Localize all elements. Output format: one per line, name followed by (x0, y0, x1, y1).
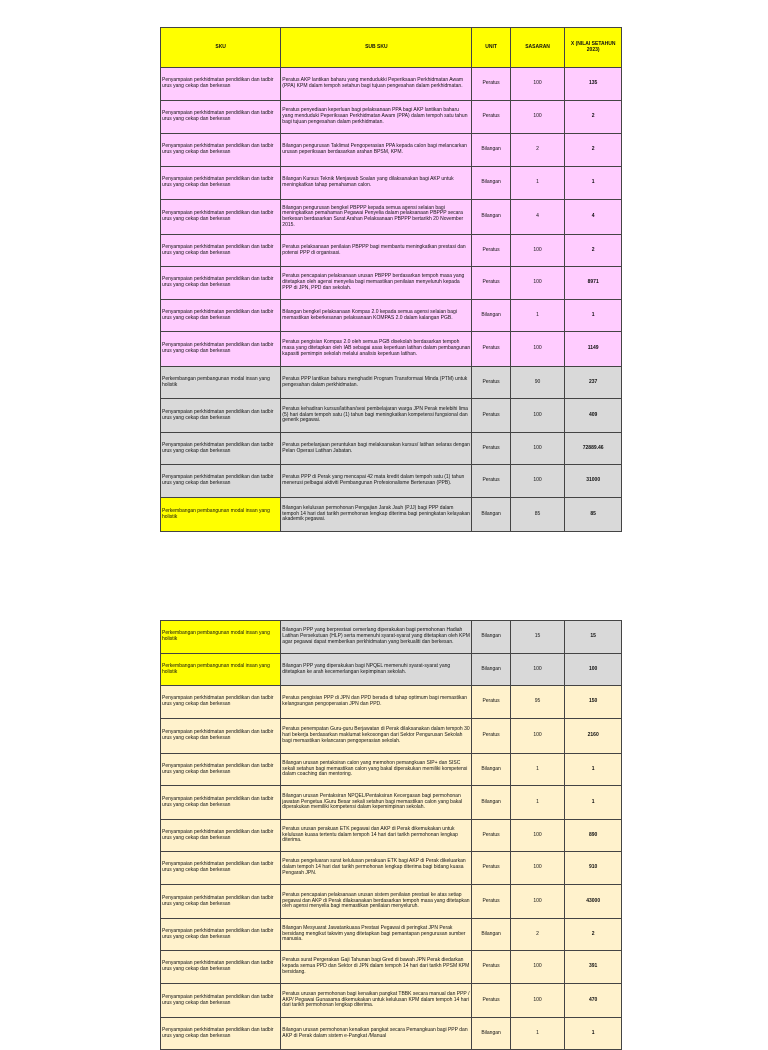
cell-unit: Bilangan (472, 786, 510, 820)
table-row (161, 820, 622, 852)
cell-sasaran: 100 (510, 951, 565, 984)
cell-sku: Penyampaian perkhidmatan pendidikan dan tadbir urus yang cekap dan berkesan (161, 786, 281, 820)
cell-sub-sku: Bilangan kelulusan permohonan Pengajian Jarak Jauh (PJJ) bagi PPP dalam tempoh 14 hari dari tarikh permohonan lengkap diterima bagi peningkatan kelayakan akademik pegawai. (281, 498, 472, 532)
header-sku: SKU (161, 28, 281, 68)
table-row (161, 167, 622, 200)
cell-sasaran: 2 (510, 919, 565, 951)
cell-sku: Perkembangan pembangunan modal insan yang holistik (161, 654, 281, 686)
table-row (161, 1018, 622, 1050)
cell-unit: Bilangan (472, 200, 510, 235)
cell-unit: Bilangan (472, 754, 510, 786)
cell-sub-sku: Peratus penyediaan keperluan bagi pelaksanaan PPA bagi AKP lantikan baharu yang menduduki Peperiksaan Perkhidmatan Awam (PPA) dalam tempoh satu tahun bagi tujuan pengesahan dalam perkhidmatan. (281, 101, 472, 134)
cell-sub-sku: Peratus urusan perakuan ETK pegawai dan AKP di Perak dikemukakan untuk kelulusan kuasa tertentu dalam tempoh 14 hari dari tarikh permohonan lengkap diterima. (281, 820, 472, 852)
cell-sub-sku: Bilangan urusan permohonan kenaikan pangkat secara Pemangkuan bagi PPP dan AKP di Perak dalam sistem e-Pangkat /Manual (281, 1018, 472, 1050)
cell-sku: Penyampaian perkhidmatan pendidikan dan tadbir urus yang cekap dan berkesan (161, 820, 281, 852)
cell-sku: Penyampaian perkhidmatan pendidikan dan tadbir urus yang cekap dan berkesan (161, 134, 281, 167)
table-row (161, 134, 622, 167)
cell-x-value: 1 (565, 754, 622, 786)
cell-sku: Penyampaian perkhidmatan pendidikan dan tadbir urus yang cekap dan berkesan (161, 300, 281, 332)
cell-x-value: 2 (565, 919, 622, 951)
cell-x-value: 150 (565, 686, 622, 719)
cell-x-value: 4 (565, 200, 622, 235)
cell-sku: Penyampaian perkhidmatan pendidikan dan tadbir urus yang cekap dan berkesan (161, 951, 281, 984)
table-row (161, 984, 622, 1018)
cell-sku: Penyampaian perkhidmatan pendidikan dan tadbir urus yang cekap dan berkesan (161, 719, 281, 754)
cell-unit: Bilangan (472, 919, 510, 951)
cell-unit: Bilangan (472, 167, 510, 200)
cell-sku: Penyampaian perkhidmatan pendidikan dan tadbir urus yang cekap dan berkesan (161, 399, 281, 433)
table-row (161, 332, 622, 367)
cell-sasaran: 100 (510, 399, 565, 433)
table-row (161, 235, 622, 267)
cell-sub-sku: Peratus penempatan Guru-guru Berjawatan di Perak dilaksanakan dalam tempoh 30 hari bekerja berdasarkan maklumat kekosongan dari Sektor Pengurusan Sekolah bagi memastikan kelancaran pengoperasian sekolah. (281, 719, 472, 754)
cell-x-value: 85 (565, 498, 622, 532)
cell-sku: Perkembangan pembangunan modal insan yang holistik (161, 621, 281, 654)
table-row (161, 498, 622, 532)
cell-unit: Peratus (472, 719, 510, 754)
table-row (161, 300, 622, 332)
cell-sasaran: 100 (510, 885, 565, 919)
table-row (161, 754, 622, 786)
cell-sasaran: 100 (510, 465, 565, 498)
cell-unit: Bilangan (472, 300, 510, 332)
cell-sub-sku: Bilangan urusan Pentaksiran NPQEL/Pentaksiran Kecergasan bagi permohonan jawatan Pengetua /Guru Besar sekali setahun bagi memastikan calon yang bakal diperakukan memiliki kompetensi dalam kepemimpinan sekolah. (281, 786, 472, 820)
cell-sasaran: 2 (510, 134, 565, 167)
cell-sub-sku: Bilangan Mesyuarat Jawatankuasa Prestasi Pegawai di peringkat JPN Perak bersidang mengikut takwim yang ditetapkan bagi pemantapan pengurusan sumber manusia. (281, 919, 472, 951)
table-row (161, 200, 622, 235)
cell-sub-sku: Bilangan Kursus Teknik Menjawab Soalan yang dilaksanakan bagi AKP untuk meningkatkan tahap pemahaman calon. (281, 167, 472, 200)
cell-sasaran: 100 (510, 68, 565, 101)
cell-x-value: 1149 (565, 332, 622, 367)
cell-x-value: 237 (565, 367, 622, 399)
header-sasaran: SASARAN (510, 28, 565, 68)
cell-unit: Peratus (472, 951, 510, 984)
cell-sasaran: 100 (510, 433, 565, 465)
cell-unit: Peratus (472, 885, 510, 919)
cell-sku: Penyampaian perkhidmatan pendidikan dan tadbir urus yang cekap dan berkesan (161, 200, 281, 235)
cell-unit: Bilangan (472, 134, 510, 167)
cell-sub-sku: Bilangan pengurusan bengkel PBPPP kepada semua agensi selaian bagi meningkatkan pemahaman Pegawai Penyelia dalam pelaksanaan PBPPP secara berkesan berdasarkan Surat Arahan Pelaksanaan PBPPP bertarikh 20 November 2015. (281, 200, 472, 235)
cell-sku: Penyampaian perkhidmatan pendidikan dan tadbir urus yang cekap dan berkesan (161, 919, 281, 951)
cell-sasaran: 95 (510, 686, 565, 719)
table-row (161, 465, 622, 498)
cell-unit: Peratus (472, 852, 510, 885)
cell-sku: Penyampaian perkhidmatan pendidikan dan tadbir urus yang cekap dan berkesan (161, 68, 281, 101)
table-row (161, 786, 622, 820)
cell-unit: Peratus (472, 68, 510, 101)
cell-sub-sku: Peratus pengeluaran surat kelulusan perakuan ETK bagi AKP di Perak dikeluarkan dalam tempoh 14 hari dari tarikh permohonan lengkap diterima bagi bidang kuasa Pengarah JPN. (281, 852, 472, 885)
cell-x-value: 2 (565, 235, 622, 267)
cell-sku: Penyampaian perkhidmatan pendidikan dan tadbir urus yang cekap dan berkesan (161, 754, 281, 786)
cell-sku: Penyampaian perkhidmatan pendidikan dan tadbir urus yang cekap dan berkesan (161, 465, 281, 498)
cell-x-value: 890 (565, 820, 622, 852)
table-row (161, 686, 622, 719)
cell-x-value: 1 (565, 300, 622, 332)
table-row (161, 885, 622, 919)
header-unit: UNIT (472, 28, 510, 68)
cell-sku: Penyampaian perkhidmatan pendidikan dan tadbir urus yang cekap dan berkesan (161, 686, 281, 719)
cell-x-value: 100 (565, 654, 622, 686)
cell-x-value: 8971 (565, 267, 622, 300)
cell-x-value: 1 (565, 1018, 622, 1050)
table-row (161, 654, 622, 686)
cell-x-value: 409 (565, 399, 622, 433)
cell-unit: Peratus (472, 399, 510, 433)
cell-x-value: 15 (565, 621, 622, 654)
cell-sub-sku: Bilangan PPP yang berprestasi cemerlang diperakukan bagi permohonan Hadiah Latihan Persekutuan (HLP) serta memenuhi syarat-syarat yang ditetapkan oleh KPM agar pegawai dapat memberikan perkhidmatan yang berkualiti dan berkesan. (281, 621, 472, 654)
cell-unit: Peratus (472, 820, 510, 852)
cell-unit: Bilangan (472, 621, 510, 654)
cell-sku: Penyampaian perkhidmatan pendidikan dan tadbir urus yang cekap dan berkesan (161, 167, 281, 200)
cell-sasaran: 1 (510, 167, 565, 200)
cell-x-value: 1 (565, 786, 622, 820)
cell-sasaran: 100 (510, 719, 565, 754)
cell-sub-sku: Peratus PPP di Perak yang mencapai 42 mata kredit dalam tempoh satu (1) tahun menerusi pelbagai aktiviti Pembangunan Profesionalisme Berterusan (PPB). (281, 465, 472, 498)
cell-sub-sku: Peratus PPP lantikan baharu menghadiri Program Transformasi Minda (PTM) untuk pengesahan dalam perkhidmatan. (281, 367, 472, 399)
cell-sku: Penyampaian perkhidmatan pendidikan dan tadbir urus yang cekap dan berkesan (161, 267, 281, 300)
cell-unit: Bilangan (472, 498, 510, 532)
cell-sasaran: 100 (510, 235, 565, 267)
cell-sasaran: 100 (510, 332, 565, 367)
cell-sku: Perkembangan pembangunan modal insan yang holistik (161, 498, 281, 532)
cell-x-value: 2 (565, 101, 622, 134)
cell-unit: Peratus (472, 267, 510, 300)
table-row (161, 719, 622, 754)
cell-sasaran: 100 (510, 654, 565, 686)
cell-sku: Penyampaian perkhidmatan pendidikan dan tadbir urus yang cekap dan berkesan (161, 1018, 281, 1050)
cell-sasaran: 100 (510, 852, 565, 885)
cell-sku: Penyampaian perkhidmatan pendidikan dan tadbir urus yang cekap dan berkesan (161, 885, 281, 919)
cell-x-value: 1 (565, 167, 622, 200)
cell-sasaran: 100 (510, 267, 565, 300)
cell-x-value: 910 (565, 852, 622, 885)
cell-sub-sku: Peratus surat Pergerakan Gaji Tahunan bagi Gred di bawah JPN Perak diedarkan kepada semua PPD dan Sektor di JPN dalam tempoh 14 hari dari tarikh PPSM KPM bersidang. (281, 951, 472, 984)
table-row (161, 101, 622, 134)
cell-sub-sku: Peratus AKP lantikan baharu yang mendudukki Peperiksaan Perkhidmatan Awam (PPA) KPM dalam tempoh setahun bagi tujuan pengesahan dalam perkhidmatan. (281, 68, 472, 101)
table-row (161, 951, 622, 984)
cell-sasaran: 85 (510, 498, 565, 532)
cell-sasaran: 1 (510, 754, 565, 786)
header-sub-sku: SUB SKU (281, 28, 472, 68)
cell-sku: Perkembangan pembangunan modal insan yang holistik (161, 367, 281, 399)
cell-unit: Peratus (472, 465, 510, 498)
kpi-table-top (160, 27, 622, 532)
cell-x-value: 135 (565, 68, 622, 101)
cell-sku: Penyampaian perkhidmatan pendidikan dan tadbir urus yang cekap dan berkesan (161, 433, 281, 465)
cell-sasaran: 15 (510, 621, 565, 654)
cell-sub-sku: Peratus pengisian Kompas 2.0 oleh semua PGB disekolah berdasarkan tempoh masa yang ditetapkan oleh IAB sebagai asas keperluan latihan dalam pembangunan kapasiti pemimpin sekolah melalui analisis keperluan latihan. (281, 332, 472, 367)
table-row (161, 267, 622, 300)
header-row (161, 28, 622, 68)
table-row (161, 367, 622, 399)
cell-sub-sku: Peratus pengisian PPP di JPN dan PPD berada di tahap optimum bagi memastikan kelangsungan pengoperasian JPN dan PPD. (281, 686, 472, 719)
cell-sub-sku: Peratus kehadiran kursus/latihan/sesi pembelajaran warga JPN Perak melebihi lima (5) hari dalam tempoh satu (1) tahun bagi meningkatkan kompetensi fungsional dan generik pegawai. (281, 399, 472, 433)
cell-sub-sku: Peratus pencapaian pelaksanaan urusan sistem penilaian prestasi ke atas setiap pegawai dan AKP di Perak dilaksanakan berdasarkan tempoh masa yang ditetapkan oleh agensi menyelia bagi memastikan penilaian menyeluruh. (281, 885, 472, 919)
cell-sub-sku: Bilangan pengurusan Taklimat Pengoperasian PPA kepada calon bagi melancarkan urusan peperiksaan berdasarkan arahan BPSM, KPM. (281, 134, 472, 167)
table-row (161, 852, 622, 885)
cell-unit: Peratus (472, 332, 510, 367)
cell-sub-sku: Bilangan bengkel pelaksanaan Kompas 2.0 kepada semua agensi selaian bagi memastikan keberkesanan pelaksanaan KOMPAS 2.0 dalam kalangan PGB. (281, 300, 472, 332)
cell-sasaran: 100 (510, 101, 565, 134)
cell-unit: Peratus (472, 984, 510, 1018)
cell-x-value: 72889.46 (565, 433, 622, 465)
cell-sub-sku: Peratus pencapaian pelaksanaan urusan PBPPP berdasarkan tempoh masa yang ditetapkan oleh agensi menyelia bagi memastikan penilaian menyeluruh kepada PPP di JPN, PPD dan sekolah. (281, 267, 472, 300)
cell-unit: Bilangan (472, 654, 510, 686)
cell-x-value: 2 (565, 134, 622, 167)
cell-sasaran: 1 (510, 786, 565, 820)
cell-sku: Penyampaian perkhidmatan pendidikan dan tadbir urus yang cekap dan berkesan (161, 332, 281, 367)
cell-sub-sku: Peratus pelaksanaan penilaian PBPPP bagi membantu meningkatkan prestasi dan potensi PPP di organisasi. (281, 235, 472, 267)
cell-unit: Peratus (472, 686, 510, 719)
cell-sasaran: 90 (510, 367, 565, 399)
cell-sku: Penyampaian perkhidmatan pendidikan dan tadbir urus yang cekap dan berkesan (161, 235, 281, 267)
cell-sku: Penyampaian perkhidmatan pendidikan dan tadbir urus yang cekap dan berkesan (161, 101, 281, 134)
cell-x-value: 43000 (565, 885, 622, 919)
cell-sasaran: 1 (510, 300, 565, 332)
kpi-table-bottom (160, 620, 622, 1050)
cell-x-value: 391 (565, 951, 622, 984)
cell-x-value: 2160 (565, 719, 622, 754)
cell-x-value: 31000 (565, 465, 622, 498)
cell-unit: Peratus (472, 101, 510, 134)
cell-sasaran: 1 (510, 1018, 565, 1050)
cell-sub-sku: Peratus perbelanjaan peruntukan bagi melaksanakan kursus/ latihan selaras dengan Pelan Operasi Latihan Jabatan. (281, 433, 472, 465)
cell-x-value: 470 (565, 984, 622, 1018)
cell-unit: Peratus (472, 235, 510, 267)
cell-sku: Penyampaian perkhidmatan pendidikan dan tadbir urus yang cekap dan berkesan (161, 984, 281, 1018)
table-row (161, 433, 622, 465)
cell-unit: Peratus (472, 367, 510, 399)
cell-sasaran: 4 (510, 200, 565, 235)
cell-unit: Bilangan (472, 1018, 510, 1050)
table-row (161, 621, 622, 654)
cell-sub-sku: Peratus urusan permohonan bagi kenaikan pangkat TBBK secara manual dan PPP / AKP/ Pegawai Gunasama dikemukakan untuk kelulusan KPM dalam tempoh 14 hari dari tarikh permohonan lengkap diterima. (281, 984, 472, 1018)
table-row (161, 919, 622, 951)
cell-unit: Peratus (472, 433, 510, 465)
header-x-value: X (NILAI SETAHUN 2023) (565, 28, 622, 68)
table-row (161, 68, 622, 101)
cell-sub-sku: Bilangan PPP yang diperakukan bagi NPQEL memenuhi syarat-syarat yang ditetapkan ke arah kecemerlangan kepimpinan sekolah. (281, 654, 472, 686)
cell-sub-sku: Bilangan urusan pentaksiran calon yang memohon pemangkuan SIP+ dan SISC sekali setahun bagi memastikan calon yang bakal diperakukan memiliki kompetensi dalam coaching dan mentoring. (281, 754, 472, 786)
table-row (161, 399, 622, 433)
cell-sasaran: 100 (510, 984, 565, 1018)
cell-sku: Penyampaian perkhidmatan pendidikan dan tadbir urus yang cekap dan berkesan (161, 852, 281, 885)
cell-sasaran: 100 (510, 820, 565, 852)
